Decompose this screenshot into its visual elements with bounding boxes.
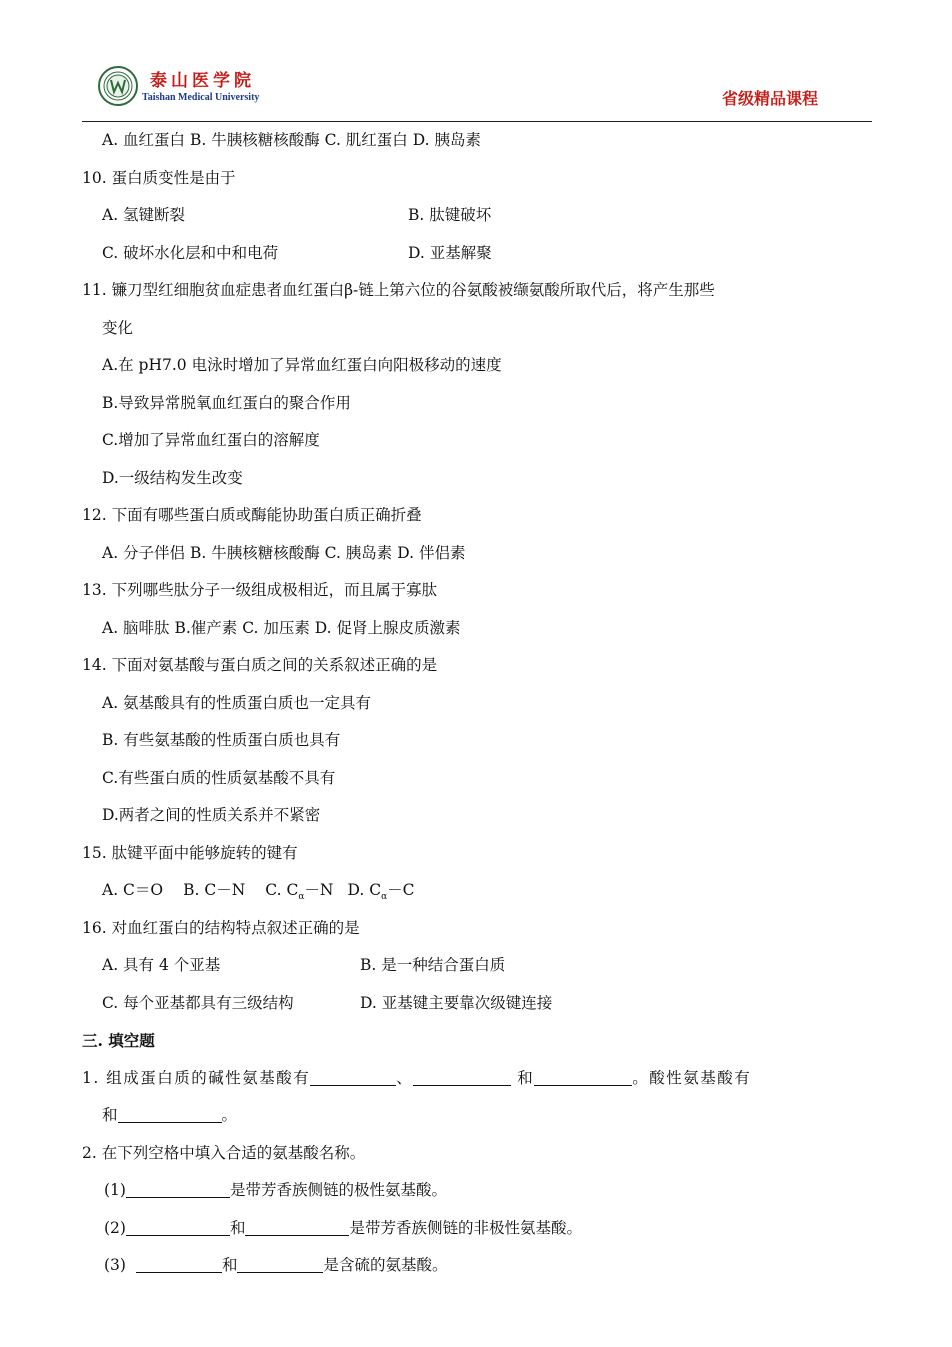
option-c: C. 破坏水化层和中和电荷 [102,243,279,262]
fill-question-2: 2. 在下列空格中填入合适的氨基酸名称。 [82,1143,366,1162]
option-b: B. 是一种结合蛋白质 [360,956,506,974]
item-number: (2) [104,1218,126,1237]
school-name-en: Taishan Medical University [142,92,260,103]
option-c-bond: －N [304,881,334,899]
separator: 、 [396,1068,414,1087]
option-d-label: D. C [347,881,382,899]
question-15: 15. 肽键平面中能够旋转的键有 [82,843,298,862]
question-9-options: A. 血红蛋白 B. 牛胰核糖核酸酶 C. 肌红蛋白 D. 胰岛素 [102,131,481,149]
alpha-subscript: α [298,892,305,903]
question-11-option-b: B.导致异常脱氧血红蛋白的聚合作用 [102,393,351,412]
answer-blank[interactable] [413,1065,511,1086]
option-d [347,881,415,903]
question-13: 13. 下列哪些肽分子一级组成极相近，而且属于寡肽 [82,581,438,599]
item-number: (1) [104,1181,126,1199]
question-11-option-c: C.增加了异常血红蛋白的溶解度 [102,431,320,449]
question-14-option-c: C.有些蛋白质的性质氨基酸不具有 [102,768,336,787]
question-10: 10. 蛋白质变性是由于 [82,168,236,187]
alpha-subscript: α [381,892,388,903]
question-14-option-b: B. 有些氨基酸的性质蛋白质也具有 [102,731,341,749]
question-13-options: A. 脑啡肽 B.催产素 C. 加压素 D. 促肾上腺皮质激素 [102,618,461,637]
document-body [82,122,874,1285]
answer-blank[interactable] [136,1252,222,1273]
question-16-options-row1 [82,947,874,985]
option-b: B. 肽键破坏 [408,206,492,224]
answer-blank[interactable] [237,1252,323,1273]
fill-question-2-2 [82,1210,874,1248]
item-text: 是含硫的氨基酸。 [323,1256,448,1274]
option-d: D. 亚基键主要靠次级键连接 [360,993,553,1012]
option-a: A. C＝O [102,881,164,899]
fill-question-2-1 [82,1172,874,1210]
option-c: C. 每个亚基都具有三级结构 [102,993,294,1012]
option-a: A. 氢键断裂 [102,206,186,224]
answer-blank[interactable] [118,1102,222,1123]
answer-blank[interactable] [126,1215,230,1236]
item-number: (3) [104,1256,126,1274]
question-11: 11. 镰刀型红细胞贫血症患者血红蛋白β-链上第六位的谷氨酸被缬氨酸所取代后，将产生那些 [82,281,715,299]
question-15-options [82,872,874,910]
fill-question-1-cont [82,1097,874,1135]
answer-blank[interactable] [310,1065,396,1086]
and-text: 和 [102,1106,118,1124]
question-12: 12. 下面有哪些蛋白质或酶能协助蛋白质正确折叠 [82,506,422,524]
question-14-option-d: D.两者之间的性质关系并不紧密 [102,806,321,824]
option-c [265,881,334,903]
fill-1-text: 1. 组成蛋白质的碱性氨基酸有 [82,1068,311,1087]
course-label: 省级精品课程 [721,89,818,108]
option-c-label: C. C [265,881,299,899]
fill-question-1 [82,1060,874,1098]
school-name-cn: 泰山医学院 [150,71,255,91]
question-11-option-d: D.一级结构发生改变 [102,468,243,487]
section-3-heading: 三. 填空题 [82,1031,155,1050]
option-d-bond: －C [387,881,415,899]
option-b: B. C－N [183,881,246,899]
answer-blank[interactable] [126,1177,230,1198]
question-12-options: A. 分子伴侣 B. 牛胰核糖核酸酶 C. 胰岛素 D. 伴侣素 [102,543,466,562]
and-text: 和 [221,1256,238,1274]
question-14-option-a: A. 氨基酸具有的性质蛋白质也一定具有 [102,693,372,712]
question-11-continuation: 变化 [102,318,134,337]
question-10-options-row2 [82,235,874,273]
page-header [82,60,872,122]
question-11-option-a: A.在 pH7.0 电泳时增加了异常血红蛋白向阳极移动的速度 [102,356,502,374]
answer-blank[interactable] [534,1065,632,1086]
question-14: 14. 下面对氨基酸与蛋白质之间的关系叙述正确的是 [82,656,438,674]
question-16: 16. 对血红蛋白的结构特点叙述正确的是 [82,918,360,937]
item-text: 是带芳香族侧链的极性氨基酸。 [229,1181,447,1199]
item-text: 是带芳香族侧链的非极性氨基酸。 [349,1218,582,1237]
question-10-options-row1 [82,197,874,235]
answer-blank[interactable] [245,1215,349,1236]
fill-1-mid: 。酸性氨基酸有 [632,1068,752,1087]
fill-question-2-3 [82,1247,874,1285]
option-d: D. 亚基解聚 [408,243,492,262]
and-text: 和 [229,1218,246,1237]
fill-1-end: 。 [221,1106,238,1124]
and-text: 和 [517,1068,535,1087]
university-logo-icon [98,66,138,106]
question-16-options-row2 [82,985,874,1023]
option-a: A. 具有 4 个亚基 [102,956,221,974]
